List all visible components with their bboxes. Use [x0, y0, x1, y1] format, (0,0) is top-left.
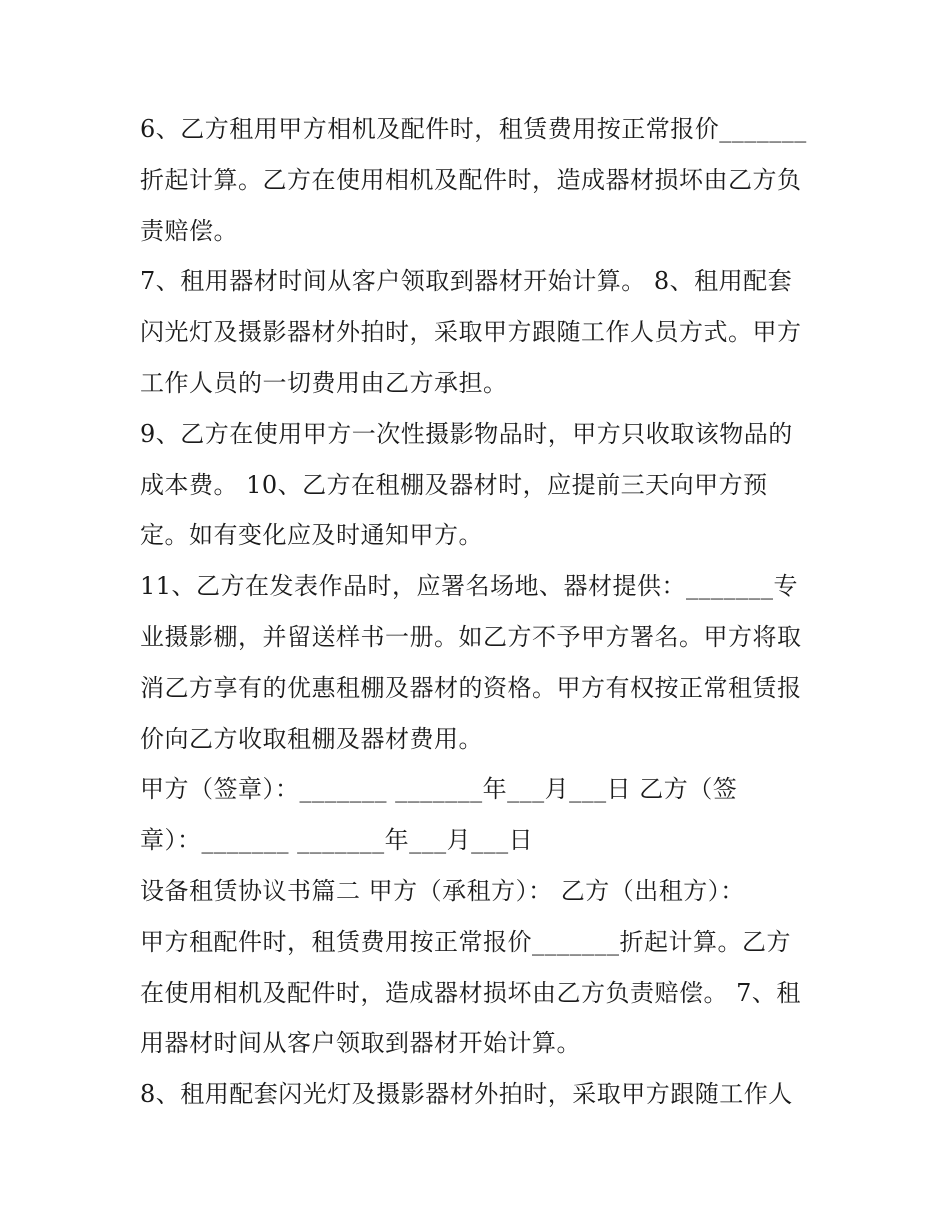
text-line: 闪光灯及摄影器材外拍时，采取甲方跟随工作人员方式。甲方	[140, 318, 802, 347]
document-body	[140, 104, 820, 1120]
text-line: 7、租用器材时间从客户领取到器材开始计算。 8、租用配套	[140, 267, 793, 296]
text-line: 在使用相机及配件时，造成器材损坏由乙方负责赔偿。 7、租	[140, 978, 801, 1007]
text-line: 折起计算。乙方在使用相机及配件时，造成器材损坏由乙方负	[140, 165, 802, 194]
text-line: 工作人员的一切费用由乙方承担。	[140, 368, 508, 397]
text-line: 成本费。 10、乙方在租棚及器材时，应提前三天向甲方预	[140, 470, 768, 499]
signature-line: 甲方（签章）：_______ _______年___月___日 乙方（签	[140, 775, 738, 804]
section-heading: 设备租赁协议书篇二 甲方（承租方）： 乙方（出租方）：	[140, 876, 745, 905]
text-line: 责赔偿。	[140, 216, 238, 245]
text-line: 6、乙方租用甲方相机及配件时，租赁费用按正常报价_______	[140, 115, 807, 143]
text-line: 定。如有变化应及时通知甲方。	[140, 521, 483, 550]
text-line: 业摄影棚，并留送样书一册。如乙方不予甲方署名。甲方将取	[140, 622, 802, 651]
text-line: 甲方租配件时，租赁费用按正常报价_______折起计算。乙方	[140, 927, 791, 956]
text-line: 8、租用配套闪光灯及摄影器材外拍时，采取甲方跟随工作人	[140, 1080, 793, 1109]
signature-line: 章）：_______ _______年___月___日	[140, 826, 534, 855]
text-line: 11、乙方在发表作品时，应署名场地、器材提供：_______专	[140, 572, 799, 601]
text-line: 价向乙方收取租棚及器材费用。	[140, 724, 483, 753]
text-line: 用器材时间从客户领取到器材开始计算。	[140, 1029, 581, 1058]
text-line: 9、乙方在使用甲方一次性摄影物品时，甲方只收取该物品的	[140, 419, 793, 448]
text-line: 消乙方享有的优惠租棚及器材的资格。甲方有权按正常租赁报	[140, 673, 802, 702]
